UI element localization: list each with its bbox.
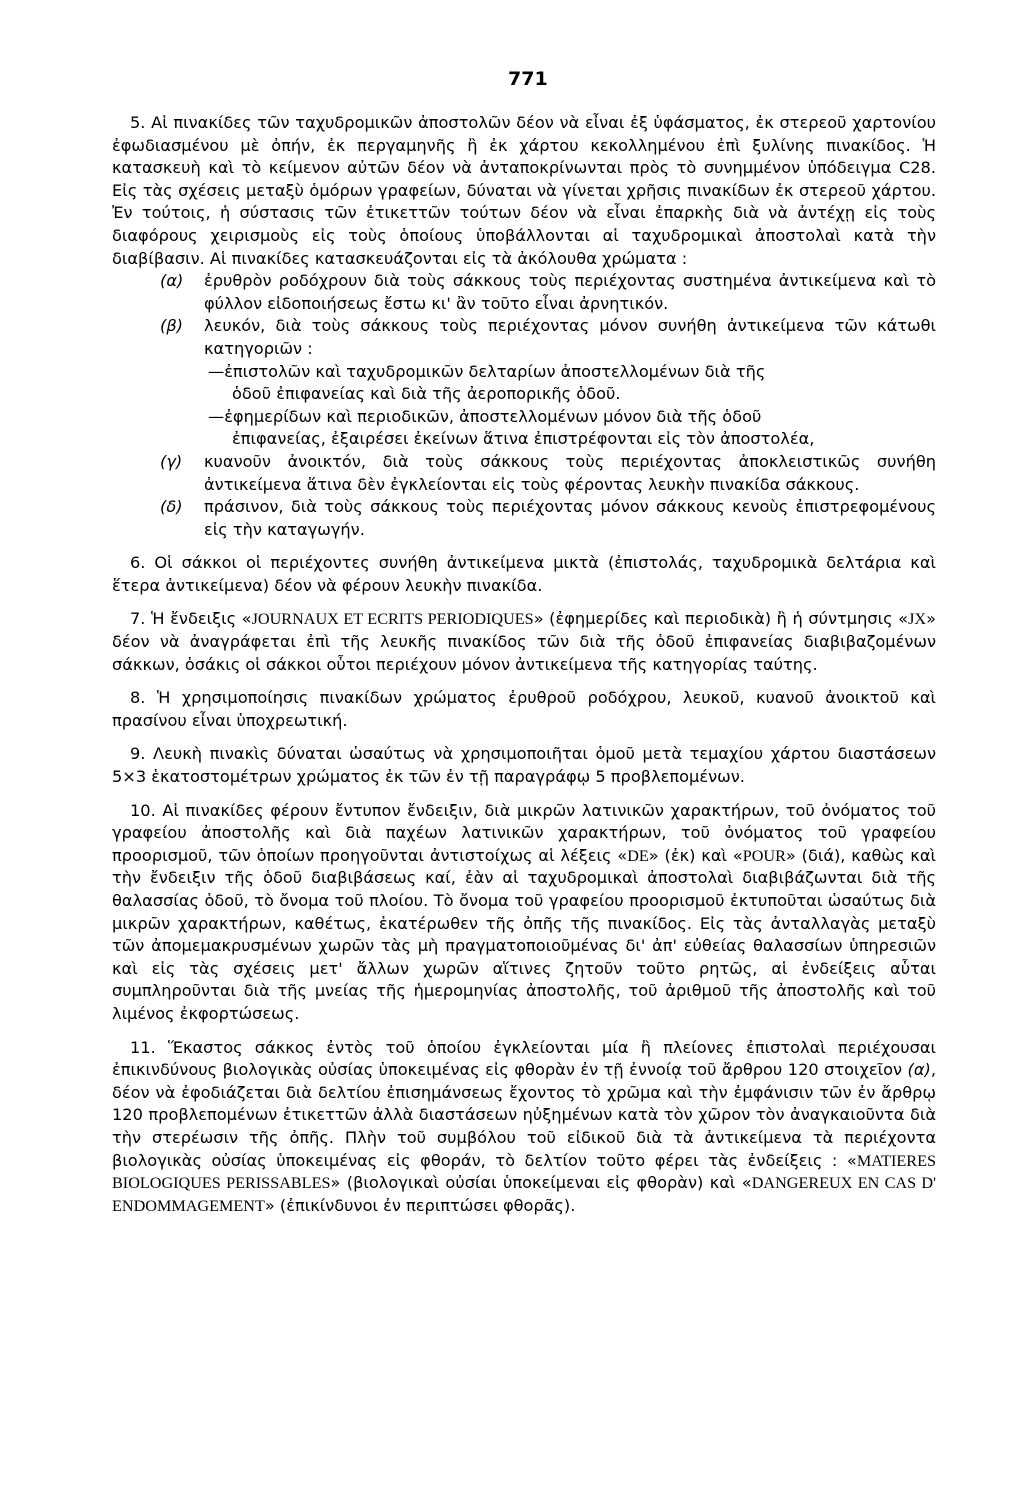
- paragraph-8: 8. Ἡ χρησιμοποίησις πινακίδων χρώματος ἐρυθροῦ ροδόχρου, λευκοῦ, κυανοῦ ἀνοικτοῦ καὶ πρασίνου εἶναι ὑποχρεωτική.: [112, 688, 936, 730]
- item-text-d: πράσινον, διὰ τοὺς σάκκους τοὺς περιέχοντας μόνον σάκκους κενοὺς ἐπιστρεφομένους εἰς τὴν καταγωγήν.: [204, 497, 936, 539]
- dash-line-1-continued: ὁδοῦ ἐπιφανείας καὶ διὰ τῆς ἀεροπορικῆς ὁδοῦ.: [232, 384, 621, 404]
- list-item-b: [160, 315, 936, 360]
- item-text-c: κυανοῦν ἀνοικτόν, διὰ τοὺς σάκκους τοὺς περιέχοντας ἀποκλειστικῶς συνήθη ἀντικείμενα ἅτινα δὲν ἐγκλείονται εἰς τοὺς φέροντας λευκὴν πινακίδα σάκκους.: [204, 451, 936, 494]
- item-label-d: (δ): [160, 497, 183, 517]
- item-text-b: λευκόν, διὰ τοὺς σάκκους τοὺς περιέχοντας μόνον συνήθη ἀντικείμενα τῶν κάτωθι κατηγοριῶν :: [204, 316, 936, 358]
- item-text-a: ἐρυθρὸν ροδόχρουν διὰ τοὺς σάκκους τοὺς περιέχοντας συστημένα ἀντικείμενα καὶ τὸ φύλλον εἰδοποιήσεως ἔστω κι' ἂν τοῦτο εἶναι ἀρνητικόν.: [204, 271, 936, 313]
- dash-line-2: —ἐφημερίδων καὶ περιοδικῶν, ἀποστελλομένων μόνον διὰ τῆς ὁδοῦ: [208, 406, 762, 426]
- page-number: 771: [508, 68, 548, 90]
- dash-line-2-continued: ἐπιφανείας, ἐξαιρέσει ἐκείνων ἅτινα ἐπιστρέφονται εἰς τὸν ἀποστολέα,: [232, 429, 815, 449]
- list-item-c: [160, 451, 936, 496]
- item-label-a: (α): [160, 271, 184, 291]
- paragraph-11: 11. Ἕκαστος σάκκος ἐντὸς τοῦ ὁποίου ἐγκλείονται μία ἢ πλείονες ἐπιστολαὶ περιέχουσαι ἐπικινδύνους βιολογικὰς οὐσίας ὑποκειμένας εἰς φθορὰν ἐν τῇ ἐννοίᾳ τοῦ ἄρθρου 120 στοιχεῖον (α), δέον νὰ ἐφοδιάζεται διὰ δελτίου ἐπισημάνσεως ἔχοντος τὸ χρῶμα καὶ τὴν ἐμφάνισιν τῶν ἐν ἄρθρῳ 120 προβλεπομένων ἐτικεττῶν ἀλλὰ διαστάσεων ηὐξημένων κατὰ τὸν χῶρον τὸν ἀναγκαιοῦντα διὰ τὴν στερέωσιν τῆς ὀπῆς. Πλὴν τοῦ συμβόλου τοῦ εἰδικοῦ διὰ τὰ ἀντικείμενα τὰ περιέχοντα βιολογικὰς οὐσίας ὑποκειμένας εἰς φθοράν, τὸ δελτίον τοῦτο φέρει τὰς ἐνδείξεις : «MATIERES BIOLOGIQUES PERISSABLES» (βιολογικαὶ οὐσίαι ὑποκείμεναι εἰς φθορὰν) καὶ «DANGEREUX EN CAS D' ENDOMMAGEMENT» (ἐπικίνδυνοι ἐν περιπτώσει φθορᾶς).: [112, 1037, 937, 1215]
- document-body: [112, 112, 936, 1217]
- list-item-a: [160, 270, 936, 315]
- paragraph-9: 9. Λευκὴ πινακὶς δύναται ὡσαύτως νὰ χρησιμοποιῆται ὁμοῦ μετὰ τεμαχίου χάρτου διαστάσεων 5×3 ἑκατοστομέτρων χρώματος ἐκ τῶν ἐν τῇ παραγράφῳ 5 προβλεπομένων.: [112, 744, 936, 787]
- item-label-b: (β): [160, 316, 183, 336]
- item-label-c: (γ): [160, 451, 183, 471]
- paragraph-5: 5. Αἱ πινακίδες τῶν ταχυδρομικῶν ἀποστολῶν δέον νὰ εἶναι ἐξ ὑφάσματος, ἐκ στερεοῦ χαρτονίου ἐφωδιασμένου μὲ ὀπήν, ἐκ περγαμηνῆς ἢ ἐκ χάρτου κεκολλημένου ἐπὶ ξυλίνης πινακίδος. Ἡ κατασκευὴ καὶ τὸ κείμενον αὐτῶν δέον νὰ ἀνταποκρίνωνται πρὸς τὸ συνημμένον ὑπόδειγμα C28. Εἰς τὰς σχέσεις μεταξὺ ὁμόρων γραφείων, δύναται νὰ γίνεται χρῆσις πινακίδων ἐκ στερεοῦ χάρτου. Ἐν τούτοις, ἡ σύστασις τῶν ἐτικεττῶν τούτων δέον νὰ εἶναι ἐπαρκὴς διὰ νὰ ἀντέχῃ εἰς τοὺς διαφόρους χειρισμοὺς εἰς τοὺς ὁποίους ὑποβάλλονται αἱ ταχυδρομικαὶ ἀποστολαὶ κατὰ τὴν διαβίβασιν. Αἱ πινακίδες κατασκευάζονται εἰς τὰ ἀκόλουθα χρώματα :: [112, 113, 936, 268]
- list-item-d: [160, 496, 936, 541]
- paragraph-7: 7. Ἡ ἔνδειξις «JOURNAUX ET ECRITS PERIODIQUES» (ἐφημερίδες καὶ περιοδικὰ) ἢ ἡ σύντμησις «JX» δέον νὰ ἀναγράφεται ἐπὶ τῆς λευκῆς πινακίδος τῶν διὰ τῆς ὁδοῦ ἐπιφανείας διαβιβαζομένων σάκκων, ὁσάκις οἱ σάκκοι οὗτοι περιέχουν μόνον ἀντικείμενα τῆς κατηγορίας ταύτης.: [112, 609, 936, 674]
- paragraph-10: 10. Αἱ πινακίδες φέρουν ἔντυπον ἔνδειξιν, διὰ μικρῶν λατινικῶν χαρακτήρων, τοῦ ὀνόματος τοῦ γραφείου ἀποστολῆς καὶ διὰ παχέων λατινικῶν χαρακτήρων, τοῦ ὀνόματος τοῦ γραφείου προορισμοῦ, τῶν ὁποίων προηγοῦνται ἀντιστοίχως αἱ λέξεις «DE» (ἐκ) καὶ «POUR» (διά), καθὼς καὶ τὴν ἔνδειξιν τῆς ὁδοῦ διαβιβάσεως καί, ἐὰν αἱ ταχυδρομικαὶ ἀποστολαὶ διαβιβάζωνται διὰ τῆς θαλασσίας ὁδοῦ, τὸ ὄνομα τοῦ πλοίου. Τὸ ὄνομα τοῦ γραφείου προορισμοῦ ἐκτυποῦται ὡσαύτως διὰ μικρῶν χαρακτήρων, καθέτως, ἑκατέρωθεν τῆς ὀπῆς τῆς πινακίδος. Εἰς τὰς ἀνταλλαγὰς μεταξὺ τῶν ἀπομεμακρυσμένων χωρῶν τὰς μὴ πραγματοποιοῦμένας δι' ἀπ' εὐθείας θαλασσίων ὑπηρεσιῶν καὶ εἰς τὰς σχέσεις μετ' ἄλλων χωρῶν αἵτινες ζητοῦν τοῦτο ρητῶς, αἱ ἐνδείξεις αὗται συμπληροῦνται διὰ τῆς μνείας τῆς ἡμερομηνίας ἀποστολῆς, τοῦ ἀριθμοῦ τῆς ἀποστολῆς καὶ τοῦ λιμένος ἐκφορτώσεως.: [112, 800, 936, 1023]
- dash-line-1: —ἐπιστολῶν καὶ ταχυδρομικῶν δελταρίων ἀποστελλομένων διὰ τῆς: [208, 361, 766, 381]
- paragraph-6: 6. Οἱ σάκκοι οἱ περιέχοντες συνήθη ἀντικείμενα μικτὰ (ἐπιστολάς, ταχυδρομικὰ δελτάρια καὶ ἕτερα ἀντικείμενα) δέον νὰ φέρουν λευκὴν πινακίδα.: [112, 553, 936, 595]
